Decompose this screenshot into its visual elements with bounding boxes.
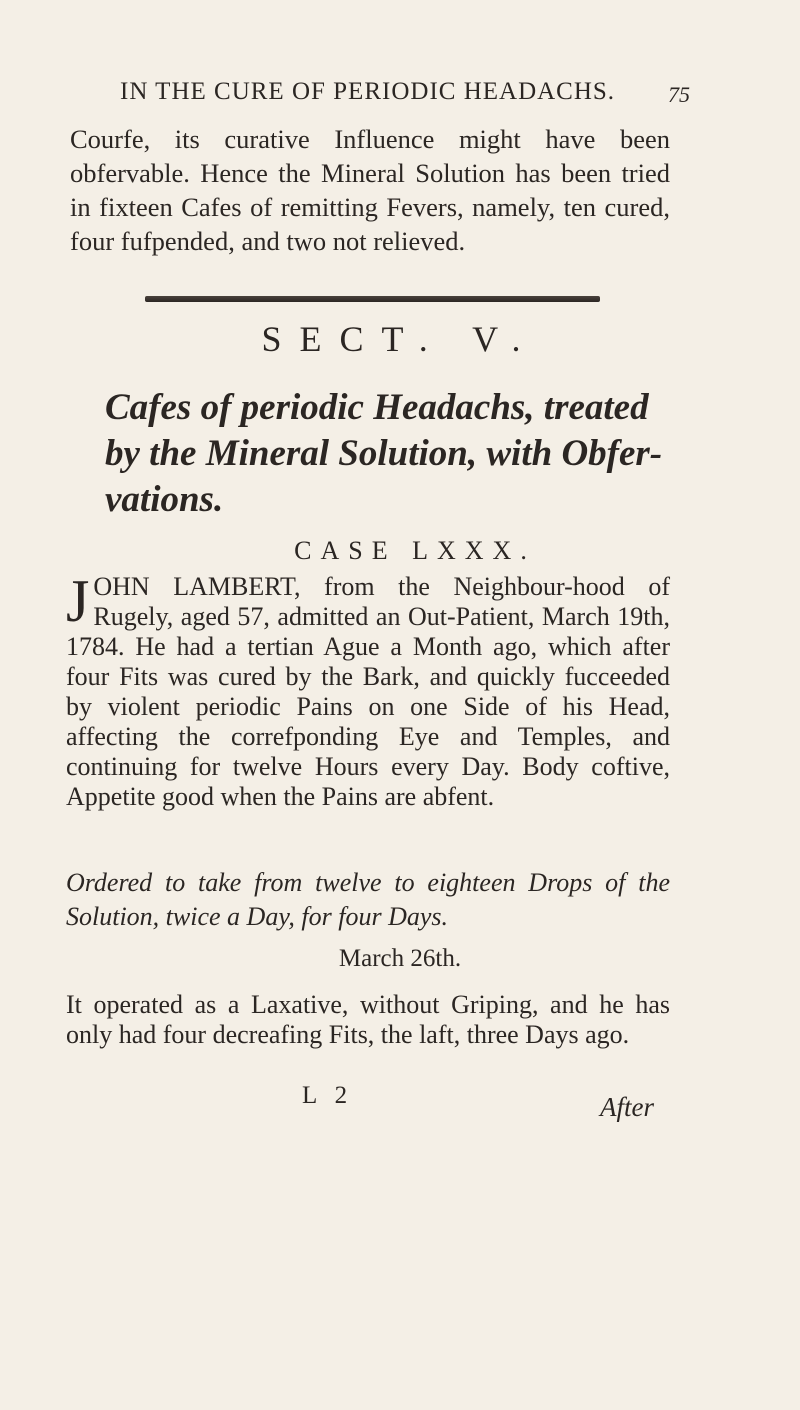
case-text: OHN LAMBERT, from the Neighbour-hood of Rugely, aged 57, admitted an Out-Patient, March 19th, 1784. He had a tertian Ague a Month ago, which after four Fits was cured by the Bark, and quickly fucceeded by violent periodic Pains on one Side of his Head, affecting the correfponding Eye and Temples, and continuing for twelve Hours every Day. Body coftive, Appetite good when the Pains are abfent. — [66, 572, 670, 811]
page-header — [120, 78, 690, 112]
page-number: 75 — [668, 82, 690, 107]
section-heading: SECT. V. — [261, 319, 539, 359]
section-title: Cafes of periodic Headachs, treated by the Mineral Solution, with Obfer-vations. — [105, 387, 663, 520]
outcome-paragraph: It operated as a Laxative, without Griping, and he has only had four decreafing Fits, the laft, three Days ago. — [66, 990, 670, 1049]
catchword: After — [600, 1092, 654, 1122]
entry-date: March 26th. — [338, 945, 462, 972]
prescription-paragraph: Ordered to take from twelve to eighteen Drops of the Solution, twice a Day, for four Days. — [66, 868, 670, 931]
drop-cap: J — [66, 568, 90, 634]
case-heading: CASE LXXX. — [294, 536, 536, 565]
opening-paragraph: Courfe, its curative Influence might have been obfervable. Hence the Mineral Solution has been tried in fixteen Cafes of remitting Fevers, namely, ten cured, four fufpended, and two not relieved. — [70, 124, 670, 256]
section-divider-rule — [145, 296, 600, 302]
signature-mark: L 2 — [302, 1082, 354, 1109]
running-title: IN THE CURE OF PERIODIC HEADACHS. — [120, 78, 616, 105]
case-paragraph — [66, 568, 670, 812]
